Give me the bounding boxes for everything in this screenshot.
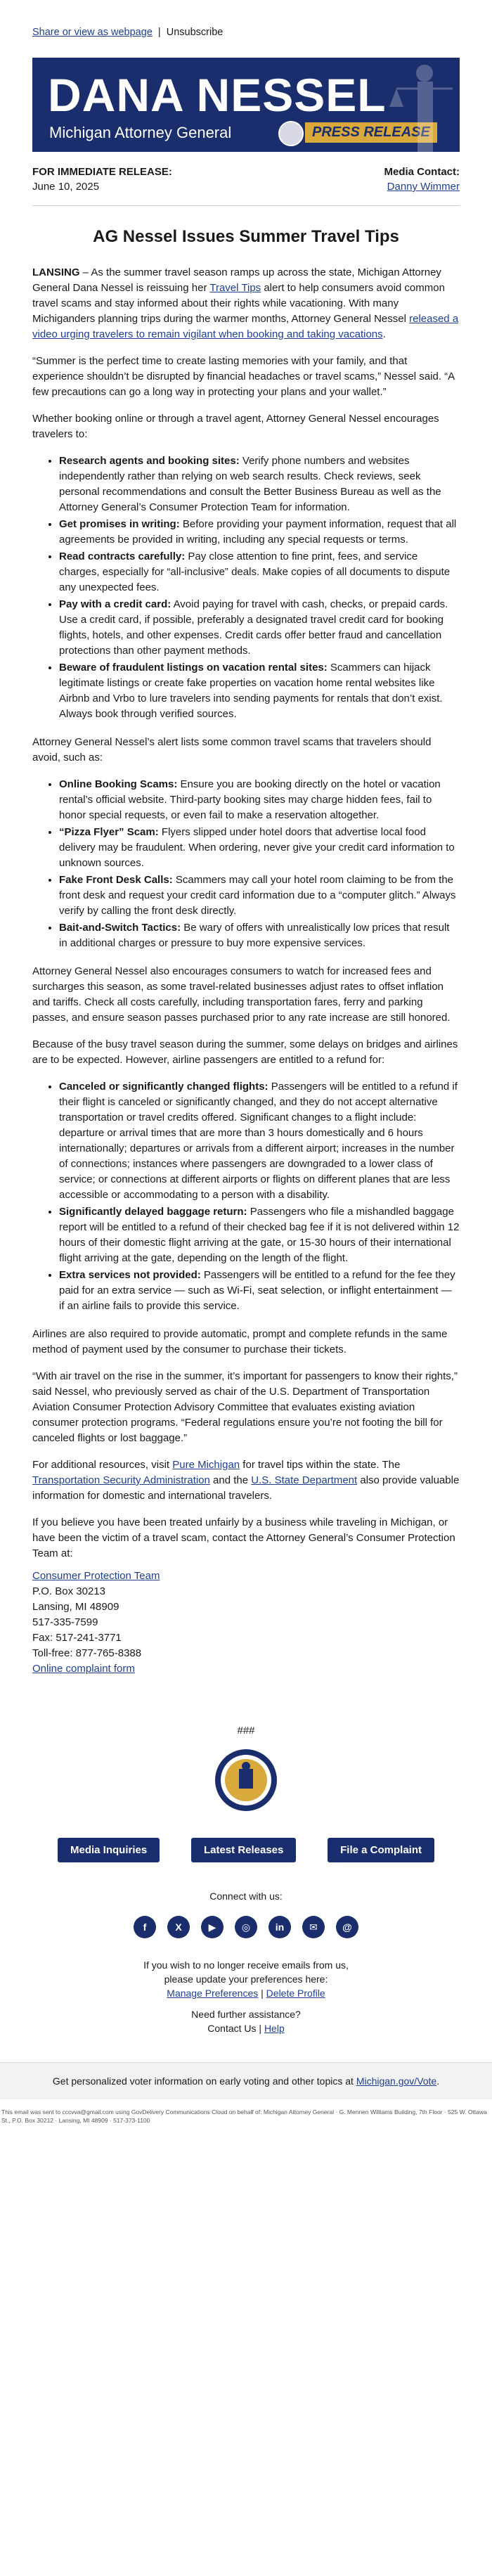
justice-statue-icon (382, 58, 460, 152)
list-item: • Pay with a credit card: Avoid paying for travel with cash, checks, or prepaid cards. Use a credit card, if possible, preferably a designated travel credit card for booking flights, hotels, and other expenses. Credit cards offer better fraud and cancellation protections than other payment methods. (59, 597, 460, 659)
list-item: • Canceled or significantly changed flights: Passengers will be entitled to a refund if their flight is canceled or significantly changed, and they do not accept alternative transportation or travel credits offered. Significant changes to a flight include: departure or arrival times that are more than 3 hours domestically and 6 hours internationally; departures or arrivals from a different airport; increases in the number of connections; instances where passengers are downgraded to a lower class of service; or connections at different airports or flights on different planes that are less accessible or accommodating to a person with a disability. (59, 1079, 460, 1203)
quote-paragraph-2: “With air travel on the rise in the summer, it’s important for passengers to know their rights,” said Nessel, who previously served as chair of the U.S. Department of Transportation Aviation Consumer Protection Advisory Committee that evaluates existing aviation consumer protection programs. “Federal regulations ensure you’re not footing the bill for canceled flights or lost baggage.” (32, 1370, 458, 1444)
release-info (32, 165, 172, 194)
share-link[interactable]: Share or view as webpage (32, 27, 153, 38)
contact-us-link[interactable]: Contact Us (207, 2023, 257, 2034)
action-buttons (58, 1838, 434, 1862)
list-item: • Read contracts carefully: Pay close attention to fine print, fees, and service charges, especially for “all-inclusive” deals. Make copies of all documents to dispute any unexpected fees. (59, 549, 460, 595)
footer-line-1: If you wish to no longer receive emails from us, (143, 1959, 349, 1971)
manage-preferences-link[interactable]: Manage Preferences (167, 1988, 259, 1999)
state-department-link[interactable]: U.S. State Department (251, 1474, 358, 1486)
intro-paragraph: LANSING – As the summer travel season ramps up across the state, Michigan Attorney General Dana Nessel is reissuing her Travel Tips alert to help consumers avoid common travel scams and stay informed about their rights while vacationing. With many Michiganders planning trips during the warmer months, Attorney General Nessel released a video urging travelers to remain vigilant when booking and taking vacations. (32, 266, 459, 340)
delete-profile-link[interactable]: Delete Profile (266, 1988, 325, 1999)
banner-subtitle: Michigan Attorney General (49, 124, 232, 141)
list-item: • Significantly delayed baggage return: Passengers who file a mishandled baggage report will be entitled to a refund of their checked bag fee if it is not delivered within 12 hours of their domestic flight arriving at the gate, or 15-30 hours of their international flight arriving at the gate, depending on the length of the flight. (59, 1204, 460, 1266)
release-label: FOR IMMEDIATE RELEASE: (32, 166, 172, 178)
threads-icon[interactable]: @ (336, 1916, 358, 1938)
file-complaint-button[interactable]: File a Complaint (328, 1838, 434, 1862)
media-contact-label: Media Contact: (384, 166, 460, 178)
release-header (32, 165, 460, 194)
travel-tips-link[interactable]: Travel Tips (209, 282, 261, 294)
footer: If you wish to no longer receive emails from us, please update your preferences here: Manage Preferences | Delete Profile Need further assistance? Contact Us | Help (32, 1958, 460, 2035)
list-item: • Beware of fraudulent listings on vacation rental sites: Scammers can hijack legitimate listings or create fake properties on vacation home rental websites like Airbnb and Vrbo to lure travelers into sending payments for rentals that don’t exist. Always book through verified sources. (59, 660, 460, 722)
automatic-refunds-paragraph: Airlines are also required to provide automatic, prompt and complete refunds in the same method of payment used by the consumer to purchase their tickets. (32, 1328, 448, 1355)
help-question: Need further assistance? (191, 2009, 301, 2020)
fees-paragraph: Attorney General Nessel also encourages consumers to watch for increased fees and surcharges this season, as some travel-related businesses adjust rates to offset inflation and tariffs. Check all costs carefully, including transportation fares, ferry and parking passes, and ensure season passes purchased prior to any rate increase are still honored. (32, 965, 451, 1024)
consumer-protection-link[interactable]: Consumer Protection Team (32, 1570, 160, 1582)
scams-intro: Attorney General Nessel’s alert lists some common travel scams that travelers should avoid, such as: (32, 736, 432, 764)
tips-list (32, 453, 460, 722)
contact-city: Lansing, MI 48909 (32, 1601, 119, 1613)
facebook-icon[interactable]: f (134, 1916, 156, 1938)
media-inquiries-button[interactable]: Media Inquiries (58, 1838, 160, 1862)
pure-michigan-link[interactable]: Pure Michigan (172, 1459, 240, 1471)
help-link[interactable]: Help (264, 2023, 285, 2034)
dateline: LANSING (32, 266, 80, 278)
release-date: June 10, 2025 (32, 181, 100, 193)
press-release-tag: PRESS RELEASE (305, 122, 437, 143)
scams-list (32, 777, 460, 951)
list-item: • Bait-and-Switch Tactics: Be wary of offers with unrealistically low prices that result in additional charges or pressure to buy more expensive services. (59, 920, 460, 951)
header-banner (32, 58, 460, 152)
resources-paragraph: For additional resources, visit Pure Michigan for travel tips within the state. The Transportation Security Administration and the U.S. State Department also provide valuable information for domestic and international travelers. (32, 1459, 460, 1502)
page-title: AG Nessel Issues Summer Travel Tips (93, 227, 399, 246)
media-contact (384, 165, 460, 194)
encourage-intro: Whether booking online or through a travel agent, Attorney General Nessel encourages travelers to: (32, 413, 439, 440)
x-icon[interactable]: X (167, 1916, 190, 1938)
contact-phone: 517-335-7599 (32, 1616, 98, 1628)
tsa-link[interactable]: Transportation Security Administration (32, 1474, 210, 1486)
fine-print: This email was sent to cccvva@gmail.com using GovDelivery Communications Cloud on behalf of: Michigan Attorney General · G. Mennen Williams Building, 7th Floor · 525 W. Ottawa St., P.O. Box 30212 · Lansing, MI 48909 · 517-373-1100 (1, 2108, 487, 2124)
youtube-icon[interactable]: ▶ (201, 1916, 224, 1938)
media-contact-link[interactable]: Danny Wimmer (387, 181, 460, 193)
list-item: • “Pizza Flyer” Scam: Flyers slipped under hotel doors that advertise local food delivery may be fraudulent. When ordering, never give your credit card information to unknown sources. (59, 825, 460, 871)
contact-fax: Fax: 517-241-3771 (32, 1632, 122, 1644)
instagram-icon[interactable]: ◎ (235, 1916, 257, 1938)
latest-releases-button[interactable]: Latest Releases (191, 1838, 296, 1862)
list-item: • Online Booking Scams: Ensure you are booking directly on the hotel or vacation rental’s official website. Third-party booking sites may charge hidden fees, fail to honor special requests, or even fail to make a reservation altogether. (59, 777, 460, 823)
connect-heading: Connect with us: (209, 1891, 283, 1902)
treated-paragraph: If you believe you have been treated unfairly by a business while traveling in Michigan, or have been the victim of a travel scam, contact the Attorney General’s Consumer Protection Team at: (32, 1516, 455, 1559)
email-container (32, 0, 460, 2035)
social-links (32, 1916, 460, 1938)
footer-line-2: please update your preferences here: (164, 1973, 328, 1985)
complaint-form-link[interactable]: Online complaint form (32, 1663, 135, 1675)
topbar-separator: | (157, 27, 161, 38)
divider (32, 205, 460, 206)
email-icon[interactable]: ✉ (302, 1916, 325, 1938)
quote-paragraph: “Summer is the perfect time to create lasting memories with your family, and that experience shouldn’t be disrupted by financial headaches or travel scams,” Nessel said. “A few precautions can go a long way in protecting your plans and your wallet.” (32, 355, 455, 398)
contact-po: P.O. Box 30213 (32, 1585, 105, 1597)
unsubscribe-link[interactable]: Unsubscribe (166, 27, 224, 38)
list-item: • Get promises in writing: Before providing your payment information, request that all agreements be provided in writing, including any special requests or terms. (59, 517, 460, 548)
vote-link[interactable]: Michigan.gov/Vote (356, 2075, 437, 2087)
top-links (32, 0, 460, 48)
state-seal-icon (214, 1748, 278, 1812)
vote-band: Get personalized voter information on early voting and other topics at Michigan.gov/Vote. (0, 2062, 492, 2099)
banner-title: DANA NESSEL (48, 69, 387, 121)
list-item: • Fake Front Desk Calls: Scammers may call your hotel room claiming to be from the front desk and request your credit card information due to a “computer glitch.” Always verify by calling the front desk directly. (59, 872, 460, 919)
list-item: • Research agents and booking sites: Verify phone numbers and websites independently rather than relying on web search results. Check reviews, seek personal recommendations and consult the Better Business Bureau as well as the Attorney General’s Consumer Protection Team for information. (59, 453, 460, 515)
seal-icon (278, 121, 304, 146)
refunds-list (32, 1079, 460, 1314)
video-link[interactable]: released a video urging travelers to remain vigilant when booking and taking vacations (32, 313, 459, 340)
contact-block (32, 1569, 460, 1677)
delays-paragraph: Because of the busy travel season during the summer, some delays on bridges and airlines are to be expected. However, airline passengers are entitled to a refund for: (32, 1038, 458, 1066)
linkedin-icon[interactable]: in (268, 1916, 291, 1938)
list-item: • Extra services not provided: Passengers will be entitled to a refund for the fee they paid for an extra service — such as Wi-Fi, seat selection, or inflight entertainment — if an airline fails to provide this service. (59, 1268, 460, 1314)
contact-tollfree: Toll-free: 877-765-8388 (32, 1647, 142, 1659)
end-marks: ### (237, 1725, 255, 1737)
article-body (32, 265, 460, 1677)
